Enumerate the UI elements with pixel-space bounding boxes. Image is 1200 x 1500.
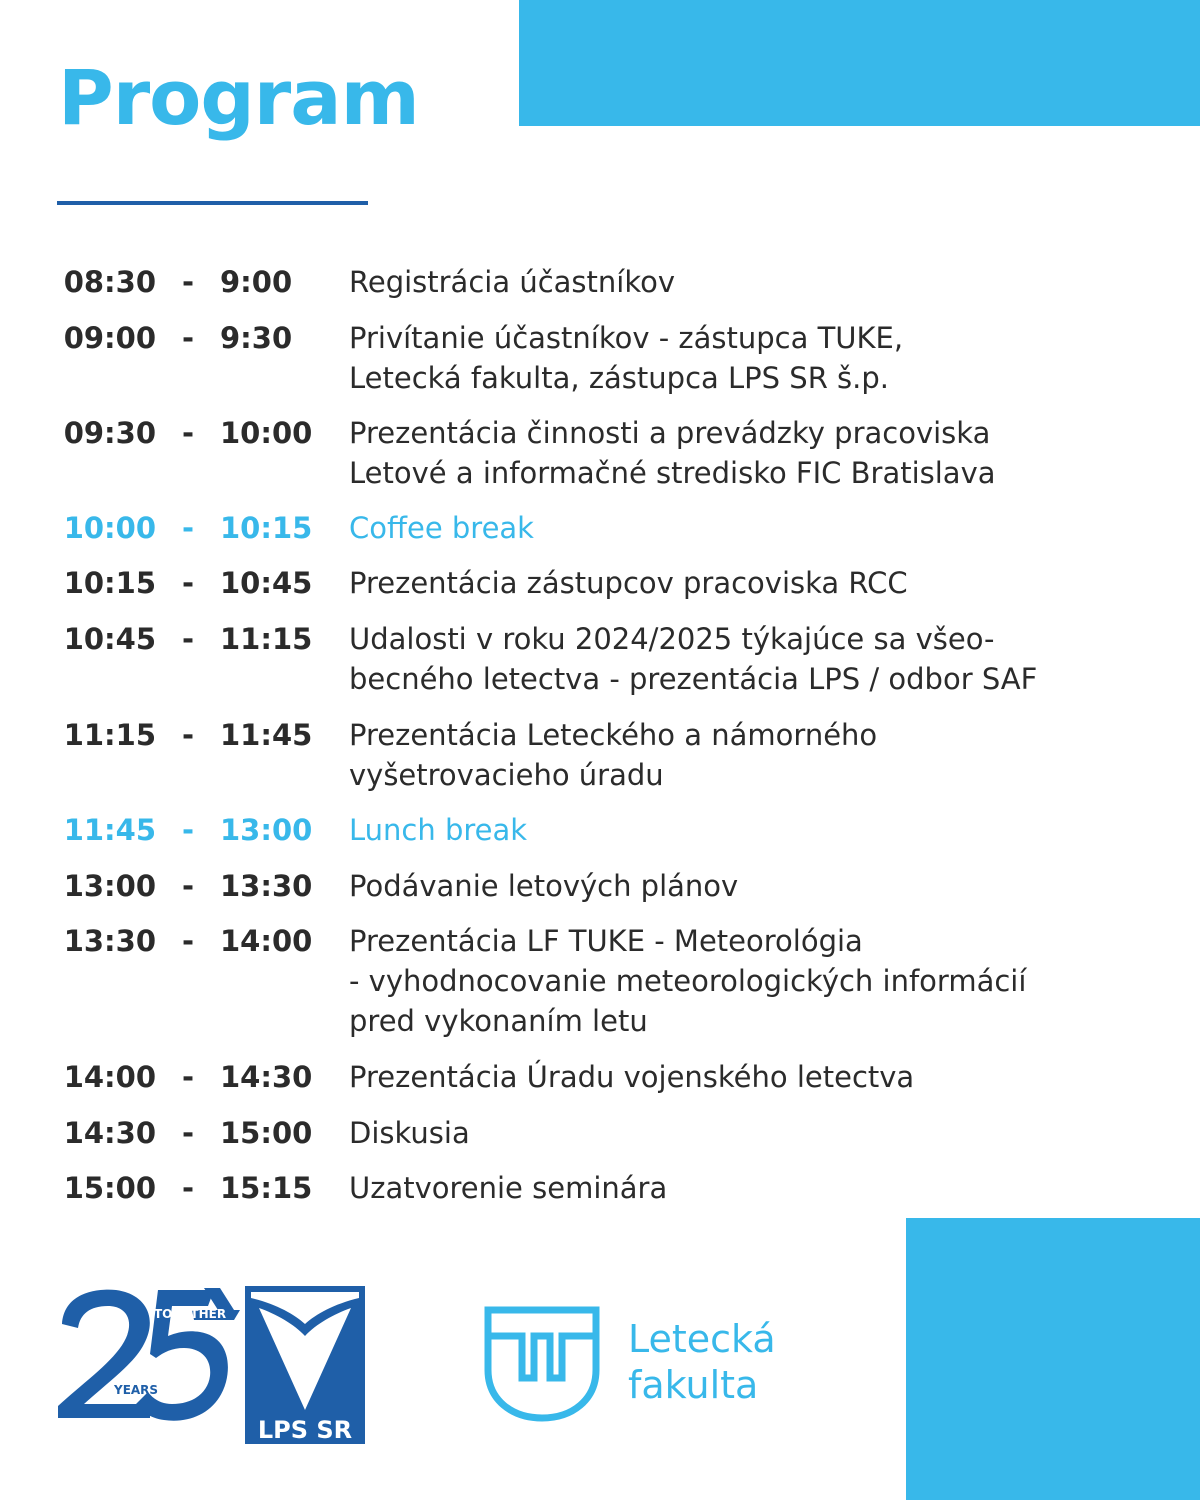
agenda-item-description: Podávanie letových plánov bbox=[349, 869, 739, 903]
start-time: 10:00 bbox=[63, 511, 156, 545]
start-time: 10:15 bbox=[63, 566, 156, 600]
title-underline bbox=[57, 201, 368, 205]
agenda-item-description: Lunch break bbox=[349, 813, 528, 847]
end-time: 13:30 bbox=[220, 869, 313, 903]
end-time: 9:30 bbox=[220, 321, 293, 355]
agenda-item-description: Udalosti v roku 2024/2025 týkajúce sa všeo- becného letectva - prezentácia LPS / odbor SAF bbox=[349, 622, 1038, 696]
time-separator: - bbox=[181, 1171, 195, 1205]
start-time: 11:15 bbox=[63, 718, 156, 752]
tuke-faculty-label: Letecká fakulta bbox=[628, 1317, 776, 1407]
agenda-item-description: Uzatvorenie seminára bbox=[349, 1171, 668, 1205]
start-time: 14:30 bbox=[63, 1116, 156, 1150]
time-separator: - bbox=[181, 622, 195, 656]
time-separator: - bbox=[181, 265, 195, 299]
start-time: 13:30 bbox=[63, 924, 156, 958]
start-time: 08:30 bbox=[63, 265, 156, 299]
agenda-item-description: Privítanie účastníkov - zástupca TUKE, Letecká fakulta, zástupca LPS SR š.p. bbox=[349, 321, 904, 395]
time-separator: - bbox=[181, 924, 195, 958]
end-time: 14:00 bbox=[220, 924, 313, 958]
bottom-accent-block bbox=[906, 1218, 1200, 1500]
end-time: 10:15 bbox=[220, 511, 313, 545]
lps-sr-label: LPS SR bbox=[257, 1416, 353, 1444]
end-time: 11:15 bbox=[220, 622, 313, 656]
agenda-item-description: Prezentácia LF TUKE - Meteorológia - vyhodnocovanie meteorologických informácií pred vykonaním letu bbox=[349, 924, 1027, 1038]
start-time: 09:00 bbox=[63, 321, 156, 355]
time-separator: - bbox=[181, 566, 195, 600]
start-time: 10:45 bbox=[63, 622, 156, 656]
time-separator: - bbox=[181, 416, 195, 450]
end-time: 13:00 bbox=[220, 813, 313, 847]
lps-sr-25-years-logo bbox=[54, 1284, 366, 1446]
end-time: 15:15 bbox=[220, 1171, 313, 1205]
time-separator: - bbox=[181, 813, 195, 847]
end-time: 11:45 bbox=[220, 718, 313, 752]
agenda-item-description: Prezentácia zástupcov pracoviska RCC bbox=[349, 566, 908, 600]
time-separator: - bbox=[181, 1060, 195, 1094]
agenda-item-description: Prezentácia Úradu vojenského letectva bbox=[349, 1060, 915, 1094]
agenda-item-description: Registrácia účastníkov bbox=[349, 265, 675, 299]
time-separator: - bbox=[181, 1116, 195, 1150]
end-time: 15:00 bbox=[220, 1116, 313, 1150]
agenda-item-description: Coffee break bbox=[349, 511, 534, 545]
agenda-item-description: Prezentácia Leteckého a námorného vyšetrovacieho úradu bbox=[349, 718, 878, 792]
start-time: 14:00 bbox=[63, 1060, 156, 1094]
time-separator: - bbox=[181, 321, 195, 355]
top-accent-block bbox=[519, 0, 1200, 126]
start-time: 15:00 bbox=[63, 1171, 156, 1205]
time-separator: - bbox=[181, 869, 195, 903]
end-time: 14:30 bbox=[220, 1060, 313, 1094]
time-separator: - bbox=[181, 718, 195, 752]
end-time: 10:45 bbox=[220, 566, 313, 600]
start-time: 13:00 bbox=[63, 869, 156, 903]
agenda-item-description: Prezentácia činnosti a prevádzky pracoviska Letové a informačné stredisko FIC Bratislava bbox=[349, 416, 996, 490]
tuke-shield-icon bbox=[484, 1306, 600, 1422]
years-label: YEARS bbox=[114, 1383, 159, 1397]
end-time: 10:00 bbox=[220, 416, 313, 450]
time-separator: - bbox=[181, 511, 195, 545]
together-label: TOGETHER bbox=[154, 1307, 227, 1321]
agenda-item-description: Diskusia bbox=[349, 1116, 470, 1150]
end-time: 9:00 bbox=[220, 265, 293, 299]
start-time: 11:45 bbox=[63, 813, 156, 847]
start-time: 09:30 bbox=[63, 416, 156, 450]
digit-two-shape bbox=[58, 1290, 150, 1418]
page-title: Program bbox=[58, 53, 419, 142]
